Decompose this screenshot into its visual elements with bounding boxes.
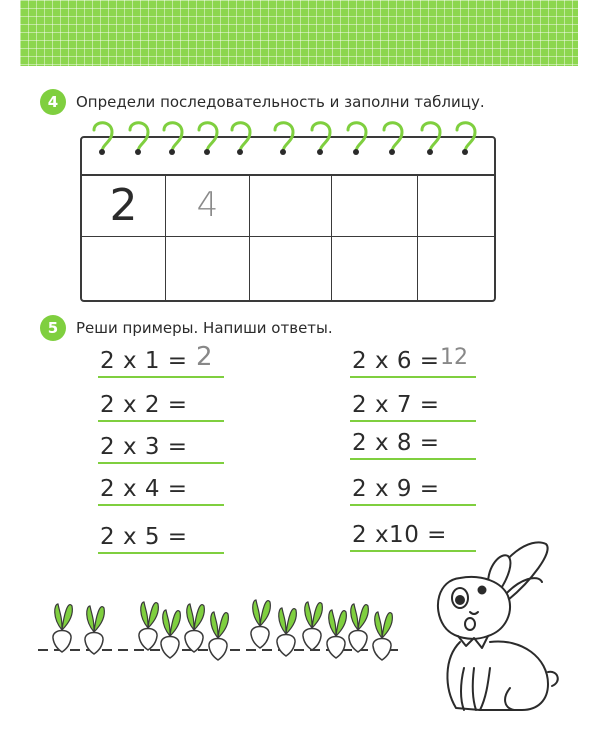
binder-hole <box>427 149 433 155</box>
binder-hole <box>389 149 395 155</box>
binder-hole <box>204 149 210 155</box>
problem-row[interactable]: 2 x 9 = <box>350 466 476 506</box>
table-cell[interactable] <box>418 237 494 300</box>
binder-ring <box>422 123 440 152</box>
binder-hole <box>462 149 468 155</box>
carrot <box>161 610 180 658</box>
answer-field[interactable]: 12 <box>440 345 468 370</box>
binder-ring <box>94 123 112 152</box>
carrot <box>327 610 346 658</box>
carrot <box>303 602 322 650</box>
table-cell[interactable] <box>82 237 166 300</box>
problem-row[interactable]: 2 x 5 = <box>98 514 224 554</box>
binder-ring <box>232 123 250 152</box>
binder-hole <box>280 149 286 155</box>
binder-hole <box>317 149 323 155</box>
carrot <box>373 612 392 660</box>
task5-number: 5 <box>47 319 59 337</box>
binder-ring <box>384 123 402 152</box>
binder-ring <box>164 123 182 152</box>
carrot <box>209 612 228 660</box>
table-cell[interactable] <box>332 174 418 237</box>
binder-hole <box>169 149 175 155</box>
table-cell[interactable] <box>250 174 332 237</box>
binder-ring <box>457 123 475 152</box>
problem-row[interactable]: 2 x 1 = 2 <box>98 338 224 378</box>
problem-row[interactable]: 2 x 7 = <box>350 382 476 422</box>
carrot <box>185 604 204 652</box>
binder-hole <box>135 149 141 155</box>
binder-ring <box>348 123 366 152</box>
table-cell[interactable] <box>166 237 250 300</box>
carrot <box>139 602 158 650</box>
carrot <box>53 604 72 652</box>
calendar-grid <box>82 174 494 300</box>
problem-row[interactable]: 2 x 2 = <box>98 382 224 422</box>
binder-hole <box>99 149 105 155</box>
binder-hole <box>353 149 359 155</box>
table-cell[interactable] <box>418 174 494 237</box>
carrot <box>349 604 368 652</box>
carrot <box>85 606 104 654</box>
binder-hole <box>237 149 243 155</box>
task4-number-badge <box>40 89 66 115</box>
carrot <box>251 600 270 648</box>
answer-field[interactable]: 2 <box>196 342 213 372</box>
carrot <box>277 608 296 656</box>
calendar-rings-icon <box>80 118 496 166</box>
header-banner <box>20 0 578 66</box>
problem-row[interactable]: 2 x 8 = <box>350 420 476 460</box>
binder-ring <box>312 123 330 152</box>
binder-ring <box>275 123 293 152</box>
table-cell[interactable]: 4 <box>166 174 250 237</box>
carrot-row-icon <box>38 566 398 676</box>
problem-row[interactable]: 2 x 3 = <box>98 424 224 464</box>
bunny-icon <box>430 538 570 718</box>
binder-ring <box>130 123 148 152</box>
table-cell[interactable] <box>332 237 418 300</box>
binder-ring <box>199 123 217 152</box>
problem-row[interactable]: 2 x 6 = 12 <box>350 338 476 378</box>
task5-instruction: Реши примеры. Напиши ответы. <box>76 319 333 337</box>
problem-row[interactable]: 2 x 4 = <box>98 466 224 506</box>
problem-row[interactable]: 2 x10 = <box>350 512 476 552</box>
task4-number: 4 <box>47 93 59 111</box>
task5-number-badge <box>40 315 66 341</box>
table-cell[interactable] <box>250 237 332 300</box>
task4-instruction: Определи последовательность и заполни таблицу. <box>76 93 485 111</box>
table-cell[interactable]: 2 <box>82 174 166 237</box>
